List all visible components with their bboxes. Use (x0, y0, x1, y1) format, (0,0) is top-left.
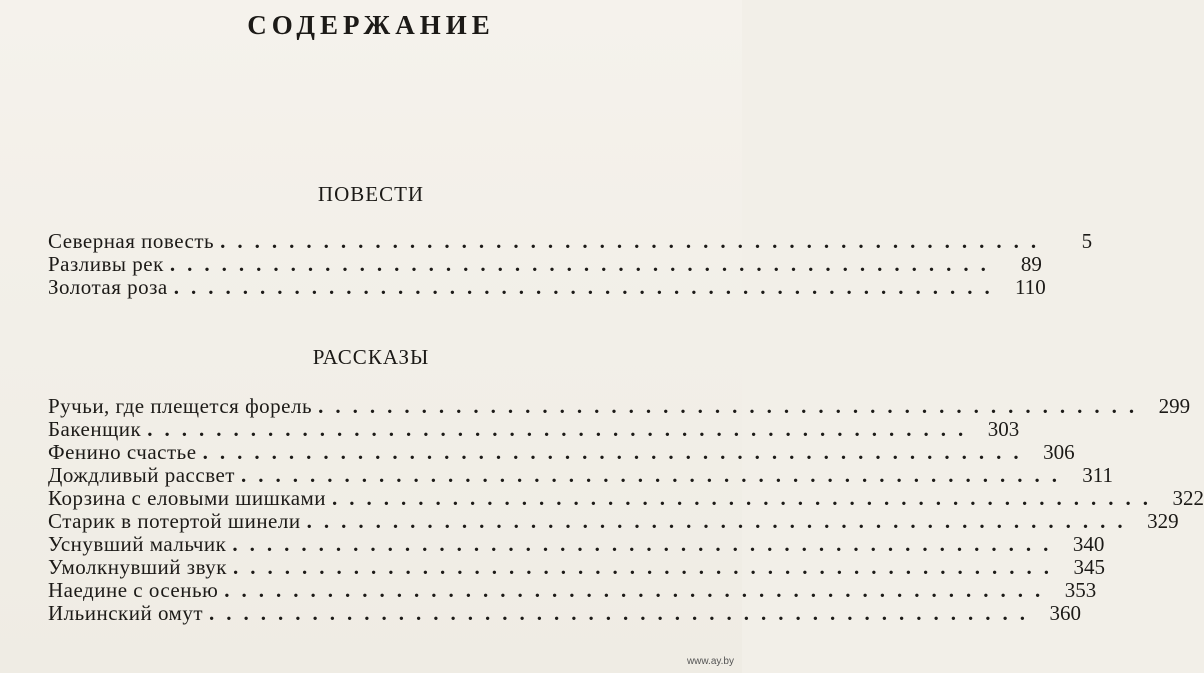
dot-leader: ................................................ (332, 486, 1161, 510)
toc-entry (48, 532, 1105, 556)
toc-entry (48, 229, 1093, 253)
toc-entry-page: 322 (1172, 486, 1204, 510)
dot-leader: ................................................ (173, 275, 1002, 299)
dot-leader: ................................................ (318, 394, 1147, 418)
dot-leader: ................................................ (169, 252, 998, 276)
dot-leader: ................................................ (240, 463, 1069, 487)
toc-entry-page: 340 (1072, 532, 1105, 556)
toc-entry-page: 110 (1015, 275, 1046, 299)
toc-entry-page: 299 (1158, 394, 1191, 418)
toc-entry-title: Золотая роза (48, 275, 168, 299)
toc-list-povesti (48, 229, 1093, 299)
dot-leader: ................................................ (220, 229, 1049, 253)
toc-entry-title: Умолкнувший звук (48, 555, 227, 579)
toc-entry (48, 601, 1082, 625)
dot-leader: ................................................ (232, 555, 1061, 579)
toc-entry-page: 311 (1082, 463, 1113, 487)
page-title: СОДЕРЖАНИЕ (247, 10, 495, 40)
toc-entry (48, 555, 1105, 579)
toc-entry-title: Ручьи, где плещется форель (48, 394, 313, 418)
toc-entry (48, 275, 1046, 299)
watermark: www.ay.by (686, 656, 734, 667)
toc-entry (48, 252, 1042, 276)
toc-entry (48, 509, 1179, 533)
toc-entry (48, 486, 1204, 510)
toc-entry-title: Уснувший мальчик (48, 532, 227, 556)
toc-entry-page: 329 (1147, 509, 1179, 533)
toc-entry-page: 5 (1081, 229, 1093, 253)
toc-entry-page: 306 (1043, 440, 1075, 464)
section-heading-povesti: ПОВЕСТИ (317, 182, 425, 206)
toc-entry-title: Дождливый рассвет (48, 463, 235, 487)
dot-leader: ................................................ (306, 509, 1135, 533)
toc-entry-title: Северная повесть (48, 229, 215, 253)
toc-entry-page: 360 (1049, 601, 1082, 625)
toc-list-rasskazy (48, 394, 1204, 625)
toc-entry-title: Фенино счастье (48, 440, 197, 464)
toc-entry (48, 417, 1020, 441)
dot-leader: ................................................ (147, 417, 976, 441)
dot-leader: ................................................ (209, 601, 1038, 625)
toc-entry (48, 578, 1097, 602)
dot-leader: ................................................ (202, 440, 1031, 464)
toc-entry-title: Корзина с еловыми шишками (48, 486, 327, 510)
toc-entry-title: Разливы рек (48, 252, 164, 276)
section-heading-rasskazy: РАССКАЗЫ (312, 345, 430, 369)
toc-entry-page: 345 (1073, 555, 1105, 579)
toc-entry-title: Старик в потертой шинели (48, 509, 301, 533)
toc-entry-page: 303 (987, 417, 1020, 441)
toc-entry-title: Ильинский омут (48, 601, 204, 625)
dot-leader: ................................................ (232, 532, 1061, 556)
toc-entry-page: 353 (1064, 578, 1097, 602)
dot-leader: ................................................ (224, 578, 1053, 602)
toc-entry (48, 440, 1075, 464)
toc-entry (48, 463, 1113, 487)
toc-entry (48, 394, 1191, 418)
toc-entry-title: Бакенщик (48, 417, 142, 441)
toc-entry-page: 89 (1020, 252, 1042, 276)
toc-entry-title: Наедине с осенью (48, 578, 219, 602)
